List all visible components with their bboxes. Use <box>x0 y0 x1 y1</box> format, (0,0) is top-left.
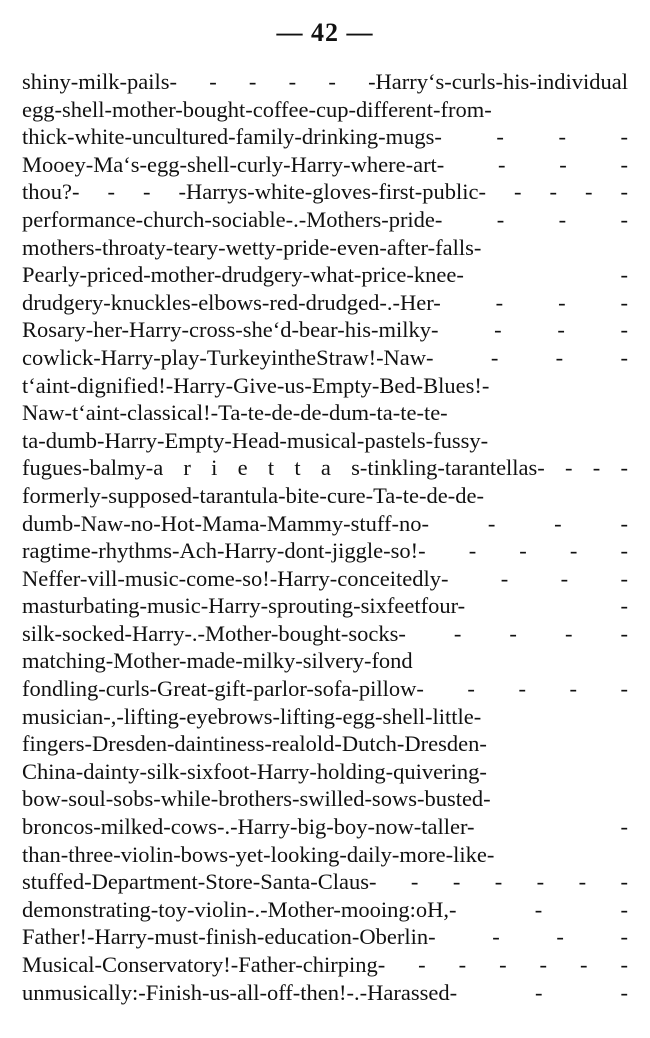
text-line: formerly-supposed-tarantula-bite-cure-Ta-te-de-de- <box>22 482 484 508</box>
text-line: Neffer-vill-music-come-so!-Harry-conceitedly- - - - <box>22 565 628 591</box>
text-line: egg-shell-mother-bought-coffee-cup-different-from- <box>22 96 492 122</box>
text-line: Naw-t‘aint-classical!-Ta-te-de-de-dum-ta-te-te- <box>22 400 448 426</box>
text-line: ta-dumb-Harry-Empty-Head-musical-pastels-fussy- <box>22 427 489 453</box>
text-line: thou?- - - -Harrys-white-gloves-first-public- - - - - <box>22 179 628 205</box>
text-line: Musical-Conservatory!-Father-chirping- - - - - - - <box>22 952 628 977</box>
text-line: performance-church-sociable-.-Mothers-pride- - - - <box>22 206 628 232</box>
text-line: stuffed-Department-Store-Santa-Claus- - - - - - - <box>22 869 628 895</box>
text-line: Mooey-Ma‘s-egg-shell-curly-Harry-where-art- - - - <box>22 151 628 177</box>
page-number: — 42 — <box>276 18 374 47</box>
text-line: bow-soul-sobs-while-brothers-swilled-sows-busted- <box>22 786 491 812</box>
text-line: broncos-milked-cows-.-Harry-big-boy-now-taller- - <box>22 814 628 840</box>
text-line: fondling-curls-Great-gift-parlor-sofa-pillow- - - - - <box>22 676 628 702</box>
text-line: musician-,-lifting-eyebrows-lifting-egg-shell-little- <box>22 703 482 729</box>
text-line: masturbating-music-Harry-sprouting-sixfeetfour- - <box>22 593 628 619</box>
text-line: Pearly-priced-mother-drudgery-what-price-knee- - <box>22 262 628 288</box>
text-line: Father!-Harry-must-finish-education-Oberlin- - - - <box>22 924 628 950</box>
text-line: drudgery-knuckles-elbows-red-drudged-.-Her- - - - <box>22 289 628 315</box>
text-line: fugues-balmy-a r i e t t a s-tinkling-tarantellas- - - - <box>22 455 628 481</box>
text-line: unmusically:-Finish-us-all-off-then!-.-Harassed- - - <box>22 979 628 1005</box>
text-line: ragtime-rhythms-Ach-Harry-dont-jiggle-so!- - - - - <box>22 538 628 564</box>
text-line: fingers-Dresden-daintiness-realold-Dutch-Dresden- <box>22 731 487 757</box>
text-line: demonstrating-toy-violin-.-Mother-mooing:oH,- - - <box>22 896 628 922</box>
text-line: silk-socked-Harry-.-Mother-bought-socks- - - - - <box>22 620 628 646</box>
poem-text <box>22 68 628 1006</box>
text-line: than-three-violin-bows-yet-looking-daily-more-like- <box>22 841 495 867</box>
text-line: Rosary-her-Harry-cross-she‘d-bear-his-milky- - - - <box>22 317 628 343</box>
text-line: cowlick-Harry-play-TurkeyintheStraw!-Naw- - - - <box>22 344 628 370</box>
text-line: matching-Mother-made-milky-silvery-fond <box>22 648 413 674</box>
text-line: dumb-Naw-no-Hot-Mama-Mammy-stuff-no- - - - <box>22 510 628 536</box>
text-line: shiny-milk-pails- - - - - -Harry‘s-curls-his-individual <box>22 69 628 94</box>
text-line: mothers-throaty-teary-wetty-pride-even-after-falls- <box>22 234 482 260</box>
text-line: t‘aint-dignified!-Harry-Give-us-Empty-Bed-Blues!- <box>22 372 490 398</box>
text-line: China-dainty-silk-sixfoot-Harry-holding-quivering- <box>22 758 487 784</box>
text-line: thick-white-uncultured-family-drinking-mugs- - - - <box>22 124 628 150</box>
